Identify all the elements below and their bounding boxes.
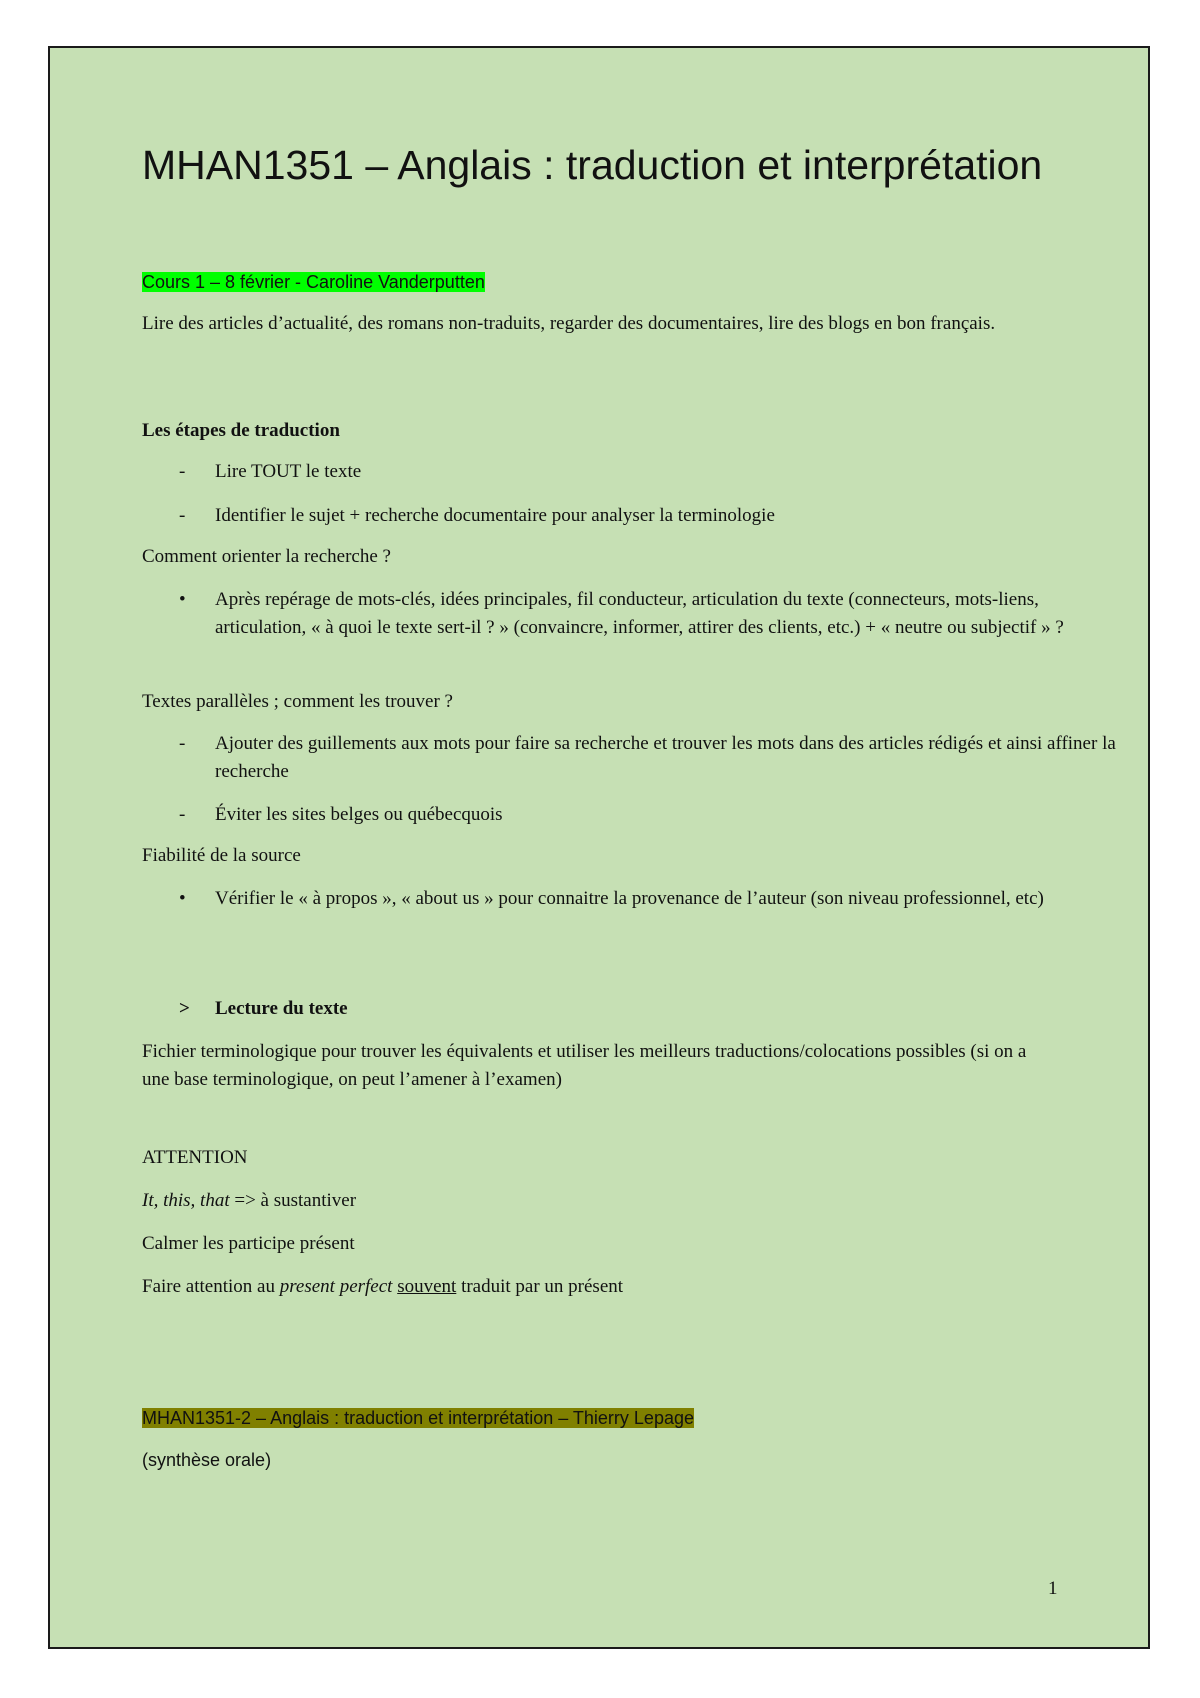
bullet-marker: • [179,589,186,610]
parallel-texts-question: Textes parallèles ; comment les trouver ? [142,691,453,712]
research-bullet-item [142,586,1125,642]
attention-label: ATTENTION [142,1147,248,1168]
section-steps-heading: Les étapes de traduction [142,420,340,441]
parallel-item-text: Ajouter des guillements aux mots pour faire sa recherche et trouver les mots dans des articles rédigés et ainsi affiner la recherche [215,733,1116,782]
course2-heading-text: MHAN1351-2 – Anglais : traduction et interprétation – Thierry Lepage [142,1408,694,1428]
step-text: Identifier le sujet + recherche documentaire pour analyser la terminologie [215,505,775,526]
reliability-heading: Fiabilité de la source [142,845,301,866]
document-title: MHAN1351 – Anglais : traduction et interprétation [142,142,1043,188]
course2-heading [142,1404,694,1432]
course1-heading-text: Cours 1 – 8 février - Caroline Vanderputten [142,272,485,292]
reading-heading-item [142,995,348,1023]
parallel-item-2 [142,801,503,829]
intro-paragraph: Lire des articles d’actualité, des romans non-traduits, regarder des documentaires, lire des blogs en bon français. [142,313,996,334]
souvent-underlined: souvent [397,1276,457,1297]
traduit-text: traduit par un présent [456,1276,624,1297]
reliability-bullet-text: Vérifier le « à propos », « about us » pour connaitre la provenance de l’auteur (son niveau professionnel, etc) [215,888,1044,909]
present-perfect-line [142,1273,623,1301]
faire-attention-text: Faire attention au [142,1276,280,1297]
dash-marker: - [179,804,186,825]
it-this-that-italic: It, this, that [142,1190,230,1211]
terminology-paragraph: Fichier terminologique pour trouver les équivalents et utiliser les meilleurs traductions/colocations possibles (si on a une base terminologique, on peut l’amener à l’examen) [142,1041,1027,1090]
it-this-that-line [142,1187,356,1215]
arrow-marker: > [179,998,190,1019]
page-number: 1 [1048,1578,1058,1599]
substantiver-text: => à sustantiver [229,1190,357,1211]
course1-heading [142,268,485,296]
dash-marker: - [179,461,186,482]
present-perfect-italic: present perfect [279,1276,393,1297]
calmer-line: Calmer les participe présent [142,1233,355,1254]
dash-marker: - [179,505,186,526]
step-text: Lire TOUT le texte [215,461,362,482]
parallel-item-text: Éviter les sites belges ou québecquois [215,804,503,825]
parallel-item-1 [142,730,1125,786]
synthese-label: (synthèse orale) [142,1450,272,1470]
research-question: Comment orienter la recherche ? [142,546,391,567]
step-item-1 [142,458,361,486]
bullet-marker: • [179,888,186,909]
reliability-bullet-item [142,885,1125,913]
dash-marker: - [179,733,186,754]
research-bullet-text: Après repérage de mots-clés, idées principales, fil conducteur, articulation du texte (connecteurs, mots-liens, articulation, « à quoi le texte sert-il ? » (convaincre, informer, attirer des clients, etc.) + « neutre ou subjectif » ? [215,589,1064,638]
step-item-2 [142,502,775,530]
reading-heading: Lecture du texte [215,998,348,1019]
